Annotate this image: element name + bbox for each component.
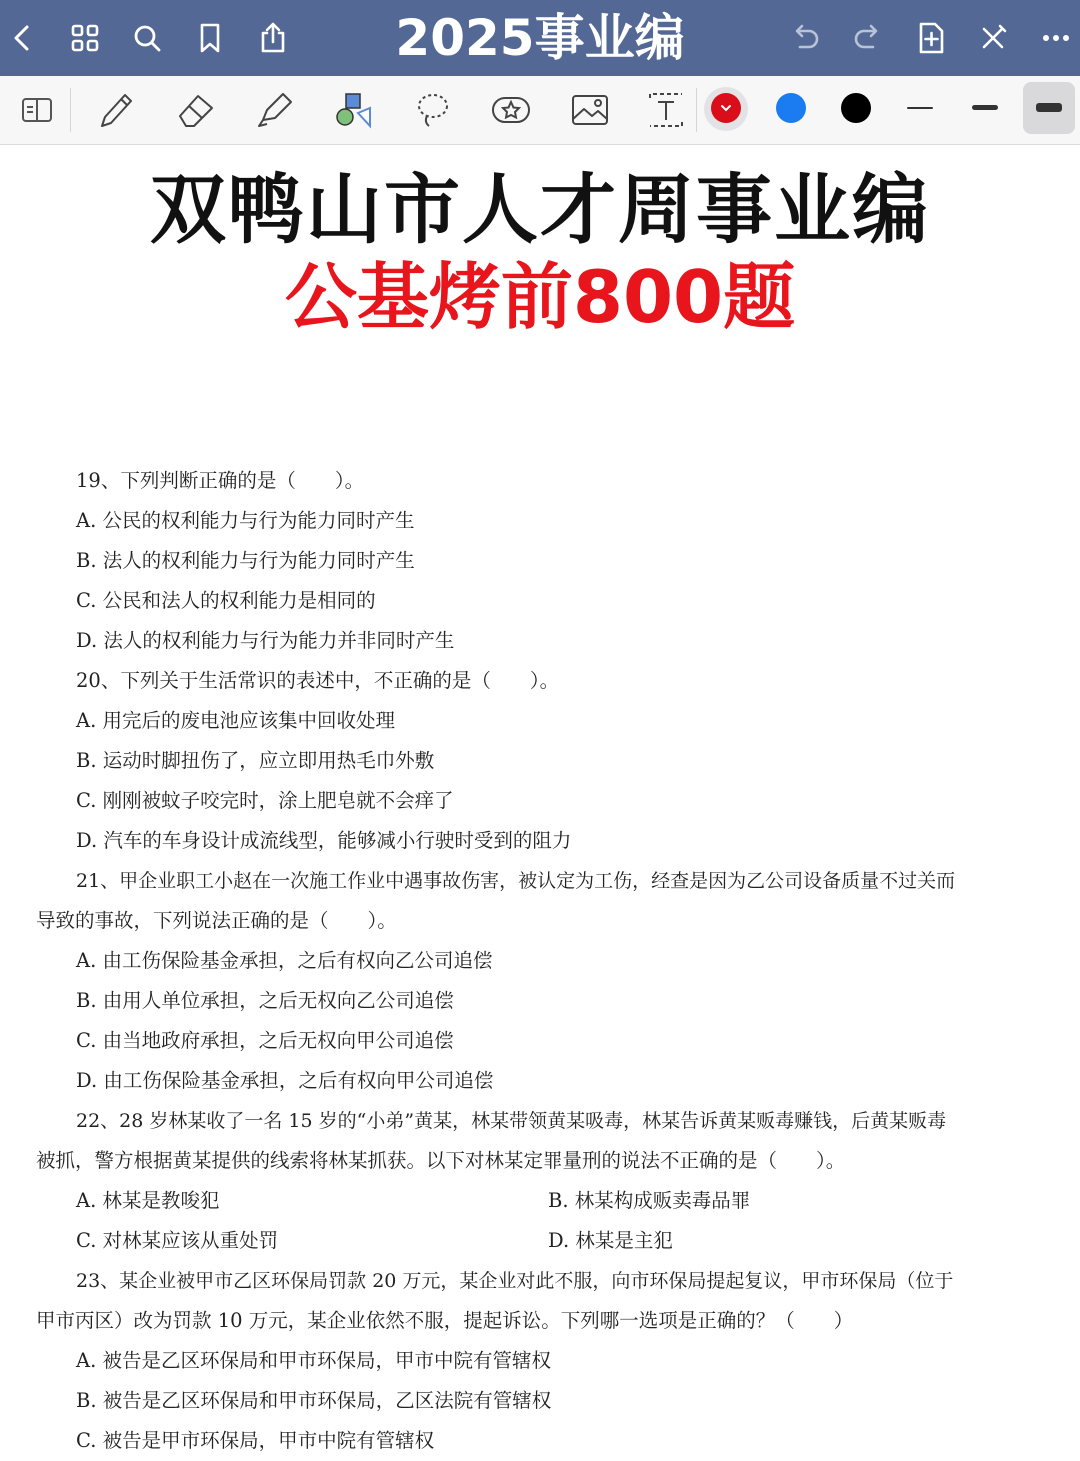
color-swatch-black[interactable] xyxy=(841,93,871,123)
more-icon[interactable] xyxy=(1036,18,1076,58)
shapes-icon[interactable] xyxy=(329,86,379,134)
document-heading: 双鸭山市人才周事业编 xyxy=(150,165,930,254)
image-icon[interactable] xyxy=(565,86,615,134)
question-text: 22、28 岁林某收了一名 15 岁的“小弟”黄某，林某带领黄某吸毒，林某告诉黄某贩毒赚钱，后黄某贩毒 xyxy=(76,1110,947,1132)
answer-option: A. 被告是乙区环保局和甲市环保局，甲市中院有管辖权 xyxy=(76,1349,551,1372)
question-text: 甲市丙区）改为罚款 10 万元，某企业依然不服，提起诉讼。下列哪一选项是正确的？（ ） xyxy=(36,1309,854,1332)
answer-option: B. 法人的权利能力与行为能力同时产生 xyxy=(76,549,415,572)
undo-icon[interactable] xyxy=(785,18,825,58)
answer-option: D. 汽车的车身设计成流线型，能够减小行驶时受到的阻力 xyxy=(76,829,572,852)
answer-option: C. 被告是甲市环保局，甲市中院有管辖权 xyxy=(76,1429,435,1452)
answer-option: B. 由用人单位承担，之后无权向乙公司追偿 xyxy=(76,989,454,1012)
add-page-icon[interactable] xyxy=(911,18,951,58)
answer-option: D. 法人的权利能力与行为能力并非同时产生 xyxy=(76,629,455,652)
top-navigation-bar xyxy=(0,0,1080,76)
color-swatch-red[interactable] xyxy=(711,93,741,123)
question-text: 19、下列判断正确的是（ ）。 xyxy=(76,469,365,492)
highlighter-icon[interactable] xyxy=(250,86,300,134)
bookmark-icon[interactable] xyxy=(190,18,230,58)
text-box-icon[interactable] xyxy=(641,86,691,134)
answer-option: A. 用完后的废电池应该集中回收处理 xyxy=(76,709,395,732)
stroke-width-thin[interactable] xyxy=(907,107,933,109)
answer-option: C. 对林某应该从重处罚 xyxy=(76,1229,279,1252)
pen-icon[interactable] xyxy=(91,86,141,134)
answer-option: B. 林某构成贩卖毒品罪 xyxy=(548,1189,751,1212)
answer-option: B. 运动时脚扭伤了，应立即用热毛巾外敷 xyxy=(76,749,435,772)
answer-option: A. 林某是教唆犯 xyxy=(76,1189,220,1212)
toolbar-divider xyxy=(696,88,697,132)
sticker-icon[interactable] xyxy=(486,86,536,134)
chevron-down-icon xyxy=(711,93,741,123)
answer-option: A. 由工伤保险基金承担，之后有权向乙公司追偿 xyxy=(76,949,493,972)
document-subheading: 公基烤前800题 xyxy=(284,255,796,339)
search-icon[interactable] xyxy=(127,18,167,58)
answer-option: C. 公民和法人的权利能力是相同的 xyxy=(76,589,376,612)
grid-icon[interactable] xyxy=(65,18,105,58)
share-icon[interactable] xyxy=(253,18,293,58)
answer-option: B. 被告是乙区环保局和甲市环保局，乙区法院有管辖权 xyxy=(76,1389,552,1412)
question-text: 23、某企业被甲市乙区环保局罚款 20 万元，某企业对此不服，向市环保局提起复议，甲市环保局（位于 xyxy=(76,1270,954,1292)
answer-option: A. 公民的权利能力与行为能力同时产生 xyxy=(76,509,415,532)
eraser-icon[interactable] xyxy=(171,86,221,134)
question-text: 20、下列关于生活常识的表述中，不正确的是（ ）。 xyxy=(76,669,560,692)
back-icon[interactable] xyxy=(2,18,42,58)
color-swatch-blue[interactable] xyxy=(776,93,806,123)
question-text: 导致的事故，下列说法正确的是（ ）。 xyxy=(36,909,397,932)
toolbar-divider xyxy=(70,88,71,132)
annotation-toolbar xyxy=(0,76,1080,145)
question-text: 被抓，警方根据黄某提供的线索将林某抓获。以下对林某定罪量刑的说法不正确的是（ ）。 xyxy=(36,1149,846,1172)
stroke-width-medium[interactable] xyxy=(972,105,998,110)
answer-option: C. 由当地政府承担，之后无权向甲公司追偿 xyxy=(76,1029,454,1052)
lasso-icon[interactable] xyxy=(407,86,457,134)
answer-option: D. 林某是主犯 xyxy=(548,1229,673,1252)
page-layout-icon[interactable] xyxy=(12,86,62,134)
redo-icon[interactable] xyxy=(848,18,888,58)
answer-option: C. 刚刚被蚊子咬完时，涂上肥皂就不会痒了 xyxy=(76,789,454,812)
stroke-width-thick[interactable] xyxy=(1036,103,1062,112)
document-title: 2025事业编 xyxy=(395,9,685,67)
question-text: 21、甲企业职工小赵在一次施工作业中遇事故伤害，被认定为工伤，经查是因为乙公司设备质量不过关而 xyxy=(76,870,956,892)
close-icon[interactable] xyxy=(973,18,1013,58)
answer-option: D. 由工伤保险基金承担，之后有权向甲公司追偿 xyxy=(76,1069,494,1092)
